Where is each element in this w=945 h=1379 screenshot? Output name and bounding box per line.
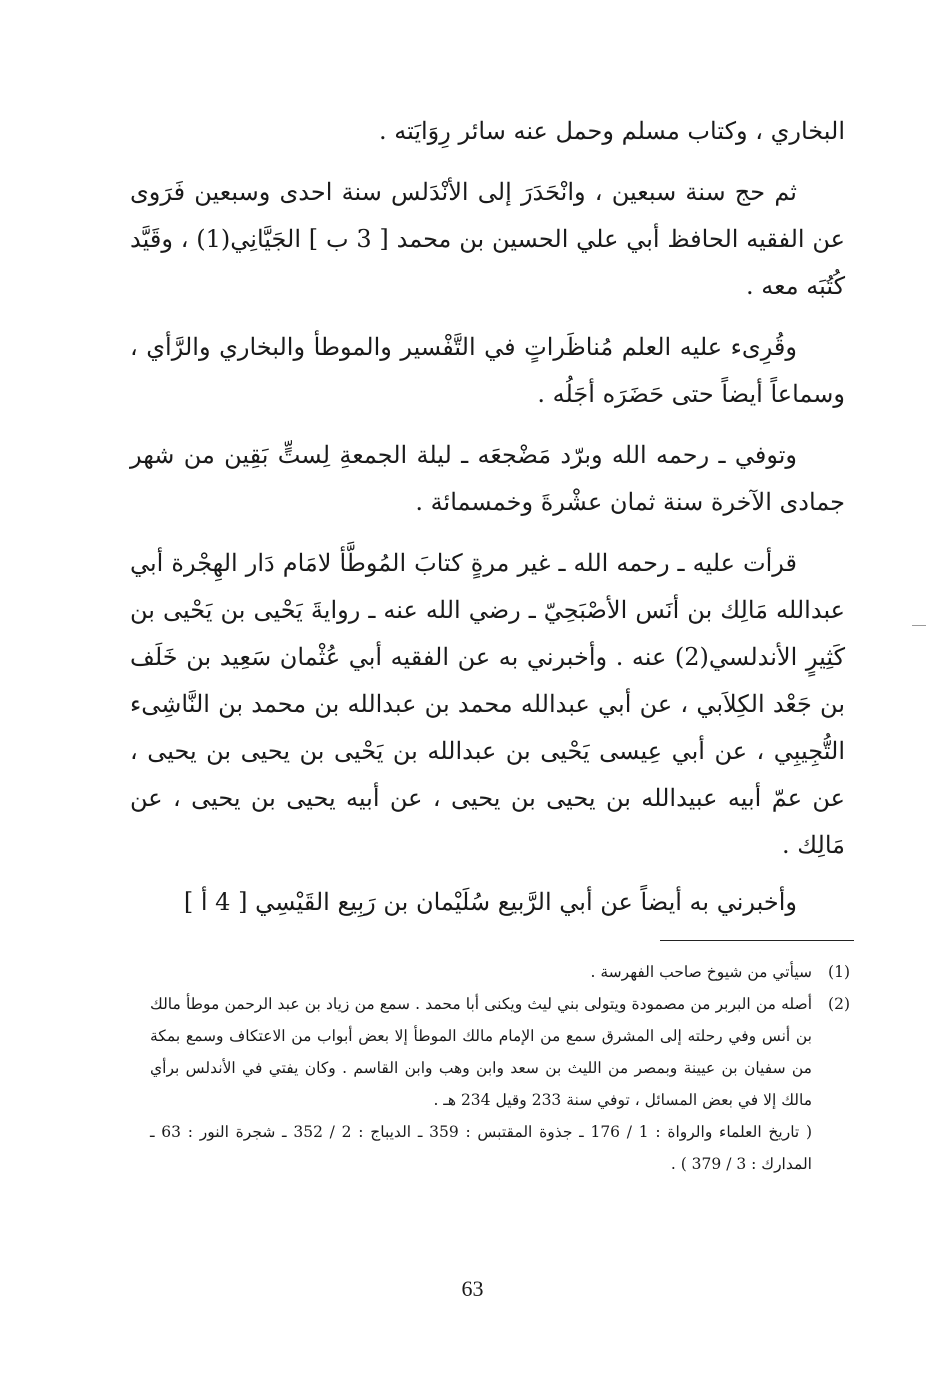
paragraph-1: البخاري ، وكتاب مسلم وحمل عنه سائر رِوَايَته .: [378, 117, 845, 145]
footnote-1-text: سيأتي من شيوخ صاحب الفهرسة .: [590, 963, 812, 981]
paragraph-3: وقُرِىء عليه العلم مُناظَراتٍ في التَّفْسير والموطأ والبخاري والرَّأي ، وسماعاً أيضاً حتى حَضَرَه أجَلُه .: [130, 333, 845, 408]
footnote-2-number: (2): [828, 995, 850, 1013]
footnotes-block: [150, 956, 850, 1180]
paragraph-2: ثم حج سنة سبعين ، وانْحَدَرَ إلى الأنْدَلس سنة احدى وسبعين فَرَوى عن الفقيه الحافظ أبي علي الحسين بن محمد [ 3 ب ] الجَيَّانِي(1) ، وقَيَّد كُتُبَه معه .: [130, 178, 845, 300]
footnote-2-text: أصله من البربر من مصمودة ويتولى بني ليث ويكنى أبا محمد . سمع من زياد بن عبد الرحمن موطأ مالك بن أنس وفي رحلته إلى المشرق سمع من الإمام مالك الموطأ إلا بعض أبواب من الاعتكاف وسمع بمكة من سفيان بن عيينة وبمصر من الليث بن سعد وابن وهب وابن القاسم . وكان يفتي في الأندلس برأي مالك إلا في بعض المسائل ، توفي سنة 233 وقيل 234 هـ .: [150, 995, 812, 1109]
footnote-1-number: (1): [828, 963, 850, 981]
footnote-1: [150, 956, 850, 988]
paragraph-5: قرأت عليه ـ رحمه الله ـ غير مرةٍ كتابَ المُوطَّأ لامَام دَار الهِجْرة أبي عبدالله مَالِك بن أنَس الأصْبَحِيّ ـ رضي الله عنه ـ روايةَ يَحْيى بن يَحْيى بن كَثِيرٍ الأندلسي(2) عنه . وأخبرني به عن الفقيه أبي عُثْمان سَعِيد بن خَلَف بن جَعْد الكِلاَبي ، عن أبي عبدالله محمد بن عبدالله بن محمد بن النَّاشِىء التُّجِيبِي ، عن أبي عِيسى يَحْيى بن عبدالله بن يَحْيى بن يحيى بن يحيى ، عن عمّ أبيه عبيدالله بن يحيى بن يحيى ، عن أبيه يحيى بن يحيى ، عن مَالِك .: [130, 549, 845, 859]
paragraph-6: وأخبرني به أيضاً عن أبي الرَّبيع سُلَيْمان بن رَبِيع القَيْسِي [ 4 أ ]: [183, 888, 797, 916]
margin-mark: [912, 625, 926, 626]
main-text-block: [130, 108, 845, 940]
footnote-separator: [660, 940, 854, 941]
page-number: 63: [461, 1276, 484, 1301]
footnote-2: [150, 988, 850, 1180]
footnote-2-sources: ( تاريخ العلماء والرواة : 1 / 176 ـ جذوة المقتبس : 359 ـ الديباج : 2 / 352 ـ شجرة النور : 63 ـ المدارك : 3 / 379 ) .: [150, 1123, 813, 1173]
paragraph-4: وتوفي ـ رحمه الله وبرّد مَضْجعَه ـ ليلة الجمعةِ لِستٍّ بَقِين من شهر جمادى الآخرة سنة ثمان عشْرةَ وخمسمائة .: [130, 441, 845, 516]
